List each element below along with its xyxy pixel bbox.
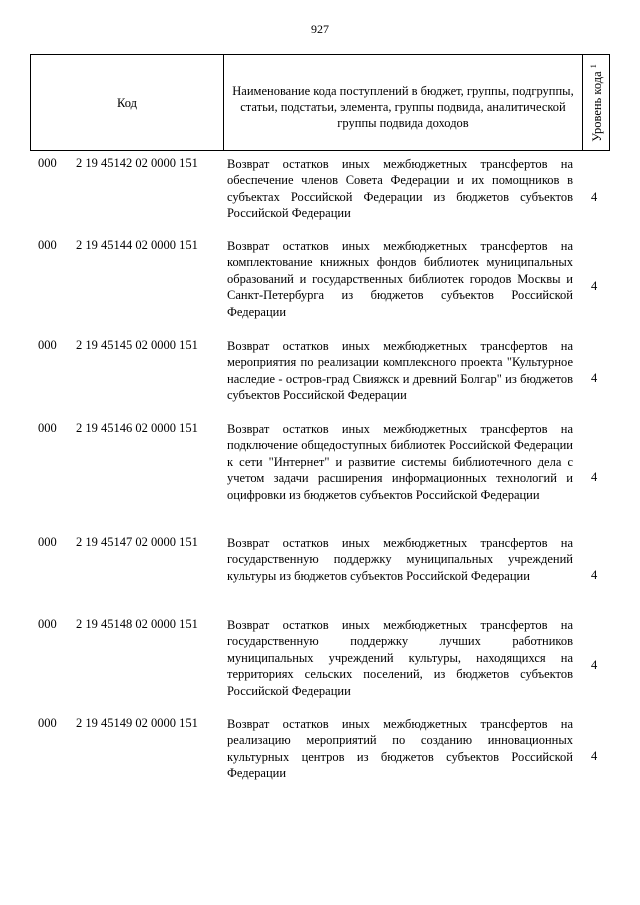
row-admin-code: 000 bbox=[38, 617, 57, 631]
row-admin-code: 000 bbox=[38, 156, 57, 170]
header-name-label: Наименование кода поступлений в бюджет, группы, подгруппы, статьи, подстатьи, элемента, группы подвида, аналитической группы подвида доходов bbox=[232, 83, 574, 130]
header-code-label: Код bbox=[117, 96, 137, 110]
row-description: Возврат остатков иных межбюджетных трансфертов на мероприятия по реализации комплексного проекта "Культурное наследие - остров-град Свияжск и древний Болгар" из бюджетов субъектов Российской Федерации bbox=[227, 339, 573, 403]
row-admin-code: 000 bbox=[38, 238, 57, 252]
row-level: 4 bbox=[591, 371, 598, 385]
header-code-cell bbox=[31, 55, 224, 150]
row-budget-code: 2 19 45149 02 0000 151 bbox=[76, 716, 198, 730]
header-level-cell bbox=[583, 55, 611, 150]
row-description: Возврат остатков иных межбюджетных трансфертов на государственную поддержку лучших работников муниципальных учреждений культуры, находящихся на территориях сельских поселений, из бюджетов субъектов Российской Федерации bbox=[227, 618, 573, 698]
header-level-footnote: 1 bbox=[588, 63, 598, 68]
row-budget-code: 2 19 45147 02 0000 151 bbox=[76, 535, 198, 549]
row-budget-code: 2 19 45148 02 0000 151 bbox=[76, 617, 198, 631]
table-header bbox=[30, 54, 610, 151]
row-budget-code: 2 19 45144 02 0000 151 bbox=[76, 238, 198, 252]
row-admin-code: 000 bbox=[38, 338, 57, 352]
row-description: Возврат остатков иных межбюджетных трансфертов на комплектование книжных фондов библиотек муниципальных образований и государственных библиотек городов Москвы и Санкт-Петербурга из бюджетов субъектов Российской Федерации bbox=[227, 239, 573, 319]
row-level: 4 bbox=[591, 749, 598, 763]
row-description: Возврат остатков иных межбюджетных трансфертов на обеспечение членов Совета Федерации и их помощников в субъектах Российской Федерации из бюджетов субъектов Российской Федерации bbox=[227, 157, 573, 221]
row-level: 4 bbox=[591, 279, 598, 293]
row-admin-code: 000 bbox=[38, 535, 57, 549]
row-level: 4 bbox=[591, 190, 598, 204]
row-description: Возврат остатков иных межбюджетных трансфертов на подключение общедоступных библиотек Российской Федерации к сети "Интернет" и развитие системы библиотечного дела с учетом задачи расширения информационных технологий и оцифровки из бюджетов субъектов Российской Федерации bbox=[227, 422, 573, 502]
row-admin-code: 000 bbox=[38, 716, 57, 730]
header-level-label-wrap bbox=[589, 64, 605, 142]
row-budget-code: 2 19 45145 02 0000 151 bbox=[76, 338, 198, 352]
row-budget-code: 2 19 45146 02 0000 151 bbox=[76, 421, 198, 435]
row-level: 4 bbox=[591, 470, 598, 484]
page-number: 927 bbox=[311, 22, 329, 36]
row-description: Возврат остатков иных межбюджетных трансфертов на реализацию мероприятий по созданию инновационных культурных центров из бюджетов субъектов Российской Федерации bbox=[227, 717, 573, 781]
row-admin-code: 000 bbox=[38, 421, 57, 435]
row-level: 4 bbox=[591, 568, 598, 582]
row-budget-code: 2 19 45142 02 0000 151 bbox=[76, 156, 198, 170]
header-name-cell bbox=[224, 55, 583, 150]
row-description: Возврат остатков иных межбюджетных трансфертов на государственную поддержку муниципальных учреждений культуры из бюджетов субъектов Российской Федерации bbox=[227, 536, 573, 583]
row-level: 4 bbox=[591, 658, 598, 672]
header-level-label: Уровень кода bbox=[590, 70, 605, 142]
